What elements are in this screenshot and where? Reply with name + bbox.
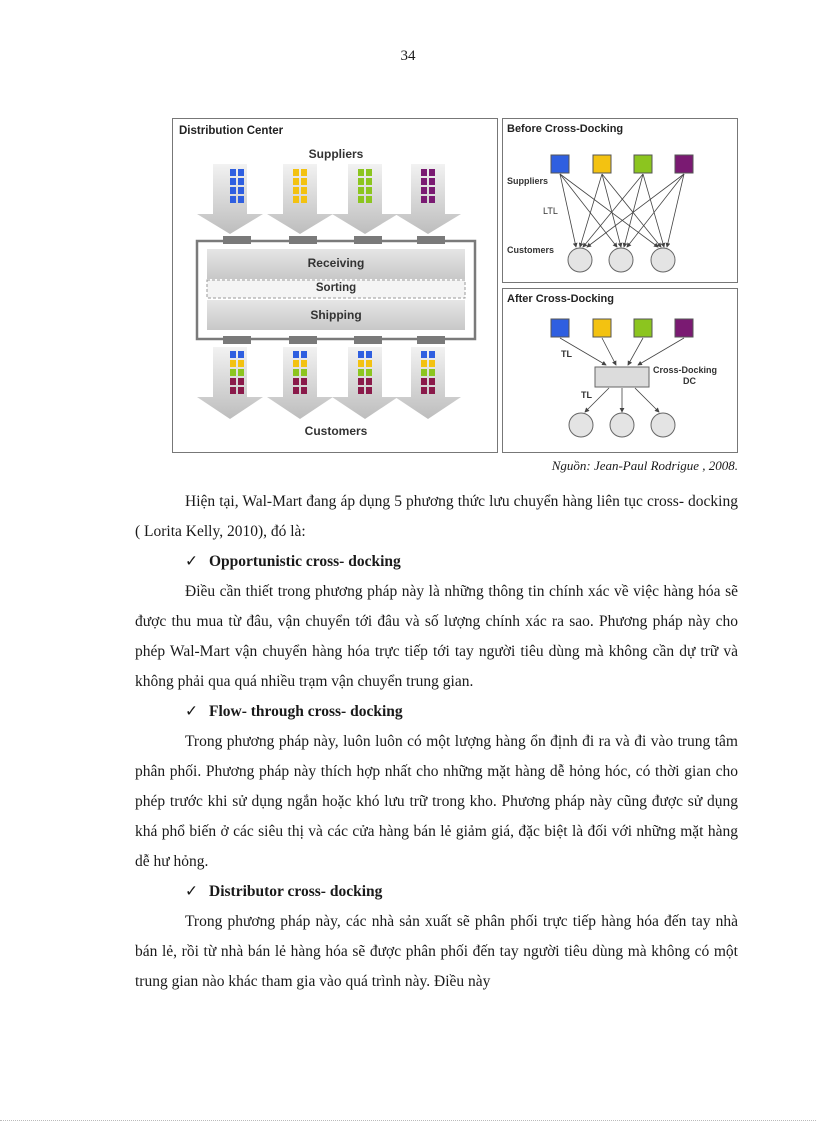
bullet-title: Flow- through cross- docking (209, 703, 403, 720)
cross-docking-dc-label-line1: Cross-Docking (653, 365, 718, 375)
check-icon: ✓ (185, 703, 198, 720)
figure-caption: Nguồn: Jean-Paul Rodrigue , 2008. (551, 458, 738, 473)
cross-docking-dc-label-line2: DC (683, 376, 696, 386)
ltl-shipment-lines (560, 174, 684, 247)
tl-inbound-label: TL (561, 349, 572, 359)
body-text (135, 487, 738, 997)
shipping-label: Shipping (310, 308, 362, 322)
intro-paragraph: Hiện tại, Wal-Mart đang áp dụng 5 phương thức lưu chuyển hàng liên tục cross- docking ( Lorita Kelly, 2010), đó là: (135, 493, 738, 540)
before-panel-title: Before Cross-Docking (507, 123, 624, 135)
receiving-label: Receiving (307, 256, 365, 270)
after-panel-title: After Cross-Docking (507, 293, 614, 305)
before-suppliers-label: Suppliers (507, 176, 549, 186)
dc-panel-title: Distribution Center (179, 125, 284, 137)
page-number: 34 (400, 48, 416, 64)
bullet-distributor (135, 877, 738, 907)
bullet-title: Distributor cross- docking (209, 883, 383, 900)
distribution-center-panel (172, 118, 498, 453)
dc-suppliers-label: Suppliers (308, 147, 364, 161)
after-cross-docking-panel (502, 288, 738, 453)
check-icon: ✓ (185, 553, 198, 570)
after-supplier-squares (551, 319, 693, 337)
bullet-flow-through (135, 697, 738, 727)
bullet-title: Opportunistic cross- docking (209, 553, 401, 570)
dc-customers-label: Customers (304, 424, 368, 438)
tl-outbound-label: TL (581, 390, 592, 400)
flow-through-paragraph: Trong phương pháp này, luôn luôn có một lượng hàng ổn định đi ra và đi vào trung tâm phân phối. Phương pháp này thích hợp nhất cho những mặt hàng dễ hỏng hóc, có thời gian cho phép trước khi sử dụng ngắn hoặc khó lưu trữ trong kho. Phương pháp này cũng được sử dụng khá phổ biến ở các siêu thị và các cửa hàng bán lẻ giảm giá, đặc biệt là đối với những mặt hàng dễ hư hỏng. (135, 733, 738, 870)
bullet-opportunistic (135, 547, 738, 577)
before-customer-circles (568, 248, 675, 272)
after-customer-circles (569, 413, 675, 437)
check-icon: ✓ (185, 883, 198, 900)
page-bottom-rule (0, 1120, 816, 1121)
cross-docking-figure (172, 118, 738, 453)
before-supplier-squares (551, 155, 693, 173)
sorting-label: Sorting (315, 282, 357, 294)
distributor-paragraph: Trong phương pháp này, các nhà sản xuất sẽ phân phối trực tiếp hàng hóa đến tay nhà bán lẻ, rồi từ nhà bán lẻ hàng hóa sẽ được phân phối đến tay người tiêu dùng mà không có một trung gian nào khác tham gia vào quá trình này. Điều này (135, 913, 738, 990)
ltl-label: LTL (543, 206, 558, 216)
cross-docking-dc-box (595, 367, 649, 387)
before-customers-label: Customers (507, 245, 555, 255)
before-network-diagram (503, 119, 739, 284)
tl-outbound-lines (585, 388, 659, 412)
tl-inbound-lines (560, 338, 684, 365)
before-cross-docking-panel (502, 118, 738, 283)
opportunistic-paragraph: Điều cần thiết trong phương pháp này là những thông tin chính xác về việc hàng hóa sẽ được thu mua từ đâu, vận chuyển tới đâu và số lượng chính xác ra sao. Phương pháp này cho phép Wal-Mart vận chuyển hàng hóa trực tiếp tới tay người tiêu dùng mà không cần dự trữ và không phải qua quá nhiều trạm vận chuyển trung gian. (135, 583, 738, 690)
